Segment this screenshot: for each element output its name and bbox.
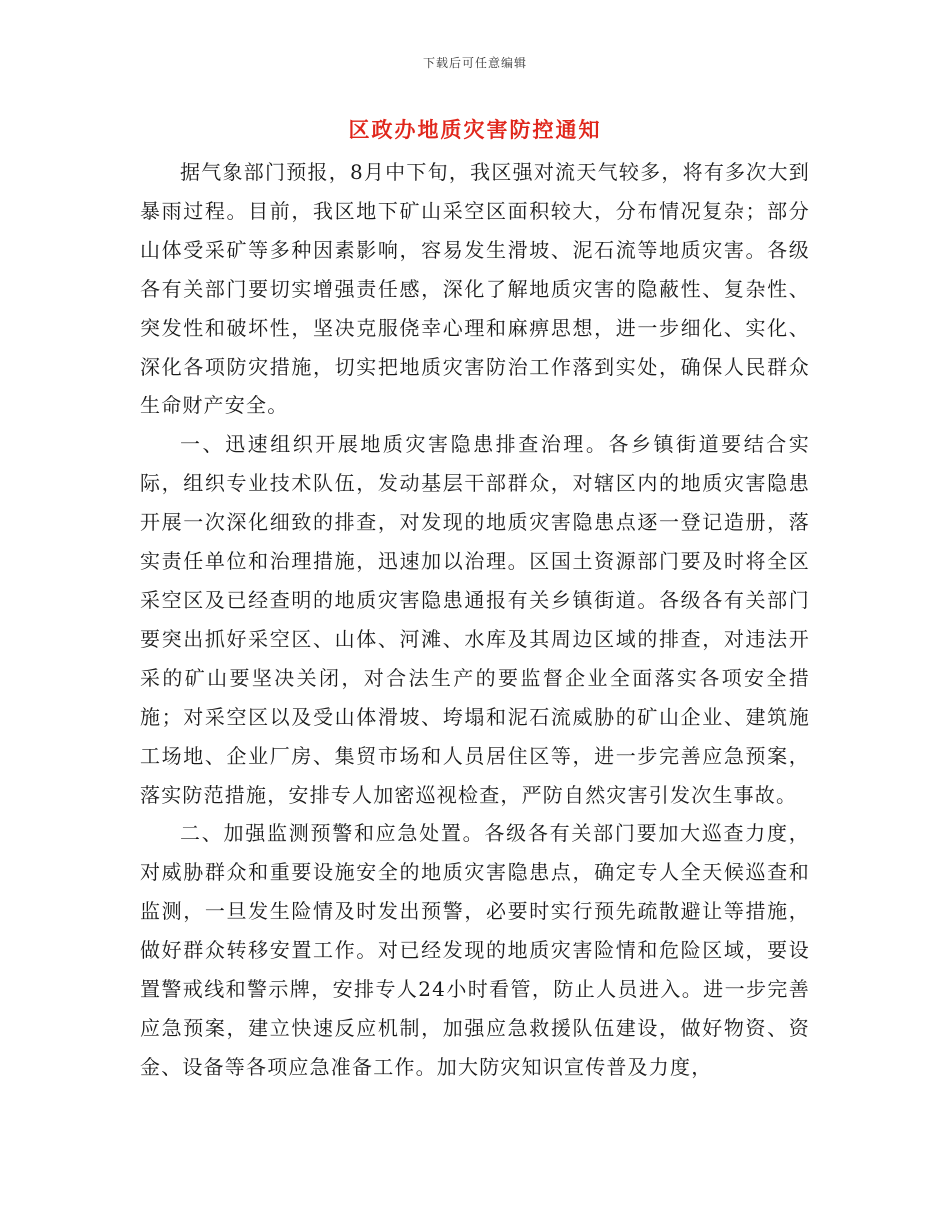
paragraph-intro: 据气象部门预报，8月中下旬，我区强对流天气较多，将有多次大到暴雨过程。目前，我区地下矿山采空区面积较大，分布情况复杂；部分山体受采矿等多种因素影响，容易发生滑坡、泥石流等地质灾害。各级各有关部门要切实增强责任感，深化了解地质灾害的隐蔽性、复杂性、突发性和破坏性，坚决克服侥幸心理和麻痹思想，进一步细化、实化、深化各项防灾措施，切实把地质灾害防治工作落到实处，确保人民群众生命财产安全。 <box>140 160 810 418</box>
document-body <box>140 153 810 1087</box>
document-title: 区政办地质灾害防控通知 <box>348 117 602 142</box>
paragraph-section-1: 一、迅速组织开展地质灾害隐患排查治理。各乡镇街道要结合实际，组织专业技术队伍，发动基层干部群众，对辖区内的地质灾害隐患开展一次深化细致的排查，对发现的地质灾害隐患点逐一登记造册，落实责任单位和治理措施，迅速加以治理。区国土资源部门要及时将全区采空区及已经查明的地质灾害隐患通报有关乡镇街道。各级各有关部门要突出抓好采空区、山体、河滩、水库及其周边区域的排查，对违法开采的矿山要坚决关闭，对合法生产的要监督企业全面落实各项安全措施；对采空区以及受山体滑坡、垮塌和泥石流威胁的矿山企业、建筑施工场地、企业厂房、集贸市场和人员居住区等，进一步完善应急预案，落实防范措施，安排专人加密巡视检查，严防自然灾害引发次生事故。 <box>140 432 810 807</box>
paragraph-section-2: 二、加强监测预警和应急处置。各级各有关部门要加大巡查力度，对威胁群众和重要设施安全的地质灾害隐患点，确定专人全天候巡查和监测，一旦发生险情及时发出预警，必要时实行预先疏散避让等措施，做好群众转移安置工作。对已经发现的地质灾害险情和危险区域，要设置警戒线和警示牌，安排专人24小时看管，防止人员进入。进一步完善应急预案，建立快速反应机制，加强应急救援队伍建设，做好物资、资金、设备等各项应急准备工作。加大防灾知识宣传普及力度， <box>140 821 810 1079</box>
page-header: 下载后可任意编辑 <box>422 56 527 70</box>
